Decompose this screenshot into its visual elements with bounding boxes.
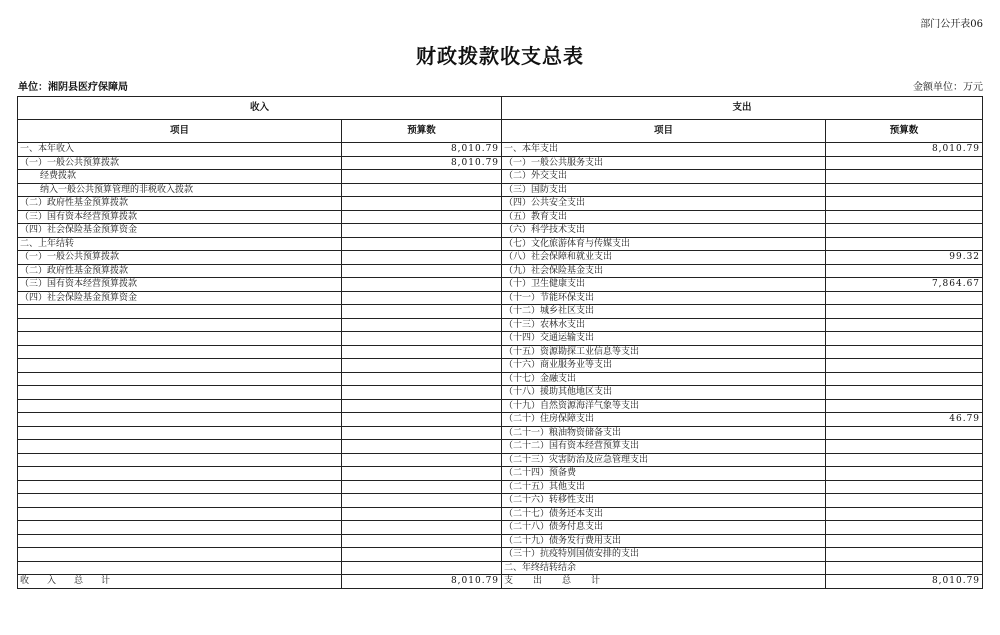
income-item-cell: （四）社会保险基金预算资金 — [18, 291, 342, 305]
income-item-cell — [18, 548, 342, 562]
expense-value-cell — [826, 440, 983, 454]
table-row — [18, 197, 983, 211]
expense-value-cell: 8,010.79 — [826, 143, 983, 157]
fiscal-summary-table — [17, 96, 983, 589]
income-item-cell — [18, 426, 342, 440]
form-number: 部门公开表06 — [920, 19, 983, 30]
expense-value-cell — [826, 264, 983, 278]
income-item-cell — [18, 345, 342, 359]
expense-value-cell — [826, 521, 983, 535]
expense-value-cell — [826, 183, 983, 197]
table-row — [18, 305, 983, 319]
table-row — [18, 399, 983, 413]
income-value-cell — [342, 318, 502, 332]
table-row — [18, 521, 983, 535]
expense-item-cell: （二十六）转移性支出 — [502, 494, 826, 508]
income-total-value: 8,010.79 — [342, 575, 502, 589]
table-row — [18, 210, 983, 224]
expense-value-cell — [826, 305, 983, 319]
income-value-cell — [342, 494, 502, 508]
income-value-cell: 8,010.79 — [342, 156, 502, 170]
income-item-cell — [18, 332, 342, 346]
income-item-cell: （四）社会保险基金预算资金 — [18, 224, 342, 238]
table-row — [18, 345, 983, 359]
income-item-cell — [18, 413, 342, 427]
expense-value-cell — [826, 170, 983, 184]
expense-item-cell: （十四）交通运输支出 — [502, 332, 826, 346]
expense-value-cell — [826, 291, 983, 305]
table-row — [18, 251, 983, 265]
income-item-cell: 二、上年结转 — [18, 237, 342, 251]
income-value-cell — [342, 359, 502, 373]
income-header: 收入 — [18, 97, 502, 120]
income-value-cell — [342, 534, 502, 548]
income-item-cell: 纳入一般公共预算管理的非税收入拨款 — [18, 183, 342, 197]
income-item-cell: （二）政府性基金预算拨款 — [18, 197, 342, 211]
table-row — [18, 426, 983, 440]
expense-item-cell: （三）国防支出 — [502, 183, 826, 197]
expense-item-header: 项目 — [502, 120, 826, 143]
table-row — [18, 453, 983, 467]
income-value-cell — [342, 210, 502, 224]
income-item-cell — [18, 372, 342, 386]
expense-item-cell: （十六）商业服务业等支出 — [502, 359, 826, 373]
expense-value-cell — [826, 237, 983, 251]
income-value-cell — [342, 561, 502, 575]
expense-value-cell — [826, 197, 983, 211]
expense-value-cell — [826, 210, 983, 224]
expense-value-cell — [826, 359, 983, 373]
expense-item-cell: （八）社会保障和就业支出 — [502, 251, 826, 265]
income-value-cell — [342, 170, 502, 184]
income-budget-header: 预算数 — [342, 120, 502, 143]
expense-value-cell: 46.79 — [826, 413, 983, 427]
income-item-cell — [18, 359, 342, 373]
expense-value-cell — [826, 318, 983, 332]
expense-value-cell — [826, 467, 983, 481]
expense-item-cell: （二）外交支出 — [502, 170, 826, 184]
income-item-cell — [18, 507, 342, 521]
income-item-header: 项目 — [18, 120, 342, 143]
expense-item-cell: （二十四）预备费 — [502, 467, 826, 481]
expense-item-cell: （十五）资源勘探工业信息等支出 — [502, 345, 826, 359]
table-row — [18, 264, 983, 278]
income-value-cell — [342, 521, 502, 535]
income-value-cell — [342, 237, 502, 251]
income-item-cell — [18, 440, 342, 454]
income-item-cell — [18, 305, 342, 319]
table-row — [18, 467, 983, 481]
expense-item-cell: （十八）援助其他地区支出 — [502, 386, 826, 400]
income-item-cell: （三）国有资本经营预算拨款 — [18, 278, 342, 292]
income-value-cell — [342, 467, 502, 481]
income-value-cell — [342, 507, 502, 521]
table-body — [18, 143, 983, 575]
income-value-cell — [342, 291, 502, 305]
table-row — [18, 480, 983, 494]
income-total-label: 收入总计 — [18, 575, 342, 589]
table-row — [18, 534, 983, 548]
expense-item-cell: （二十）住房保障支出 — [502, 413, 826, 427]
table-row — [18, 224, 983, 238]
income-value-cell: 8,010.79 — [342, 143, 502, 157]
expense-item-cell: （七）文化旅游体育与传媒支出 — [502, 237, 826, 251]
table-row — [18, 548, 983, 562]
table-row — [18, 561, 983, 575]
income-item-cell: 一、本年收入 — [18, 143, 342, 157]
expense-value-cell — [826, 561, 983, 575]
expense-item-cell: （十）卫生健康支出 — [502, 278, 826, 292]
expense-value-cell — [826, 224, 983, 238]
expense-value-cell — [826, 453, 983, 467]
expense-total-value: 8,010.79 — [826, 575, 983, 589]
income-value-cell — [342, 224, 502, 238]
expense-total-label: 支出总计 — [502, 575, 826, 589]
expense-value-cell — [826, 426, 983, 440]
income-item-cell: （三）国有资本经营预算拨款 — [18, 210, 342, 224]
table-row — [18, 156, 983, 170]
income-item-cell — [18, 521, 342, 535]
expense-value-cell — [826, 480, 983, 494]
income-item-cell — [18, 534, 342, 548]
income-item-cell — [18, 494, 342, 508]
income-value-cell — [342, 548, 502, 562]
page-title: 财政拨款收支总表 — [416, 44, 584, 68]
income-value-cell — [342, 372, 502, 386]
expense-value-cell — [826, 156, 983, 170]
expense-item-cell: （二十三）灾害防治及应急管理支出 — [502, 453, 826, 467]
income-item-cell: （二）政府性基金预算拨款 — [18, 264, 342, 278]
expense-item-cell: （十三）农林水支出 — [502, 318, 826, 332]
money-unit-label: 金额单位：万元 — [913, 82, 983, 93]
income-item-cell: （一）一般公共预算拨款 — [18, 156, 342, 170]
expense-value-cell — [826, 494, 983, 508]
table-row — [18, 494, 983, 508]
expense-item-cell: （一）一般公共服务支出 — [502, 156, 826, 170]
income-value-cell — [342, 332, 502, 346]
income-value-cell — [342, 426, 502, 440]
expense-item-cell: （五）教育支出 — [502, 210, 826, 224]
table-row — [18, 332, 983, 346]
expense-item-cell: （二十七）债务还本支出 — [502, 507, 826, 521]
table-row — [18, 278, 983, 292]
income-value-cell — [342, 251, 502, 265]
expense-value-cell: 99.32 — [826, 251, 983, 265]
income-item-cell — [18, 480, 342, 494]
expense-value-cell — [826, 372, 983, 386]
income-item-cell — [18, 561, 342, 575]
income-item-cell — [18, 399, 342, 413]
table-row — [18, 359, 983, 373]
table-row — [18, 291, 983, 305]
expense-value-cell — [826, 534, 983, 548]
expense-item-cell: （四）公共安全支出 — [502, 197, 826, 211]
income-value-cell — [342, 264, 502, 278]
table-row — [18, 143, 983, 157]
expense-value-cell — [826, 548, 983, 562]
income-item-cell — [18, 467, 342, 481]
expense-value-cell — [826, 332, 983, 346]
unit-label: 单位：湘阴县医疗保障局 — [18, 82, 128, 93]
expense-item-cell: 一、本年支出 — [502, 143, 826, 157]
expense-item-cell: （三十）抗疫特别国债安排的支出 — [502, 548, 826, 562]
table-row — [18, 413, 983, 427]
income-item-cell — [18, 318, 342, 332]
expense-value-cell — [826, 386, 983, 400]
expense-item-cell: （六）科学技术支出 — [502, 224, 826, 238]
table-row — [18, 386, 983, 400]
total-row — [18, 575, 983, 589]
income-value-cell — [342, 183, 502, 197]
expense-item-cell: （九）社会保险基金支出 — [502, 264, 826, 278]
expense-header: 支出 — [502, 97, 983, 120]
income-value-cell — [342, 305, 502, 319]
expense-item-cell: 二、年终结转结余 — [502, 561, 826, 575]
expense-item-cell: （十一）节能环保支出 — [502, 291, 826, 305]
income-value-cell — [342, 386, 502, 400]
expense-value-cell — [826, 399, 983, 413]
table-row — [18, 440, 983, 454]
expense-item-cell: （二十九）债务发行费用支出 — [502, 534, 826, 548]
income-item-cell — [18, 386, 342, 400]
income-value-cell — [342, 399, 502, 413]
income-value-cell — [342, 197, 502, 211]
expense-value-cell — [826, 345, 983, 359]
income-value-cell — [342, 480, 502, 494]
income-value-cell — [342, 413, 502, 427]
table-row — [18, 318, 983, 332]
expense-item-cell: （二十二）国有资本经营预算支出 — [502, 440, 826, 454]
table-row — [18, 372, 983, 386]
income-value-cell — [342, 345, 502, 359]
expense-item-cell: （十二）城乡社区支出 — [502, 305, 826, 319]
income-value-cell — [342, 440, 502, 454]
expense-item-cell: （十九）自然资源海洋气象等支出 — [502, 399, 826, 413]
income-item-cell: （一）一般公共预算拨款 — [18, 251, 342, 265]
income-value-cell — [342, 453, 502, 467]
table-row — [18, 237, 983, 251]
table-row — [18, 170, 983, 184]
expense-item-cell: （十七）金融支出 — [502, 372, 826, 386]
expense-value-cell — [826, 507, 983, 521]
expense-budget-header: 预算数 — [826, 120, 983, 143]
expense-item-cell: （二十一）粮油物资储备支出 — [502, 426, 826, 440]
table-row — [18, 507, 983, 521]
expense-item-cell: （二十八）债务付息支出 — [502, 521, 826, 535]
expense-item-cell: （二十五）其他支出 — [502, 480, 826, 494]
table-row — [18, 183, 983, 197]
income-value-cell — [342, 278, 502, 292]
expense-value-cell: 7,864.67 — [826, 278, 983, 292]
income-item-cell: 经费拨款 — [18, 170, 342, 184]
income-item-cell — [18, 453, 342, 467]
